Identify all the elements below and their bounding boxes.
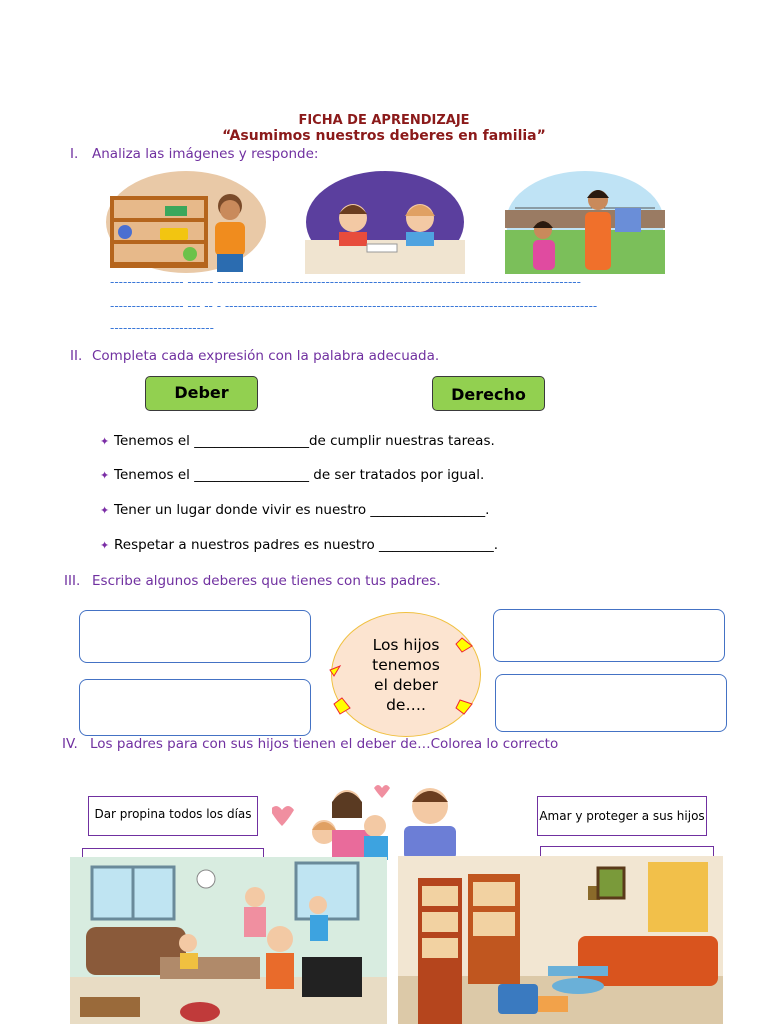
section-4-text: Los padres para con sus hijos tienen el deber de…Colorea lo correcto	[90, 736, 559, 752]
answer-line-3: ------------------------	[110, 321, 214, 335]
children-studying-image	[305, 170, 465, 274]
word-derecho: Derecho	[432, 376, 545, 411]
answer-box-bottom-right[interactable]	[495, 674, 727, 732]
answer-line-1: ----------------- ------ ------------------------------------------------------------------------------------	[110, 275, 581, 289]
answer-box-bottom-left[interactable]	[79, 679, 311, 736]
section-3-number: III.	[64, 573, 81, 589]
exercise-text: Tenemos el _________________ de ser tratados por igual.	[114, 467, 485, 483]
messy-living-room-image	[398, 856, 723, 1024]
section-2-number: II.	[70, 348, 83, 364]
page-title: FICHA DE APRENDIZAJE	[298, 113, 470, 128]
section-3-heading	[64, 573, 441, 589]
section-3-text: Escribe algunos deberes que tienes con tus padres.	[92, 573, 441, 589]
bullet-icon: ✦	[100, 435, 110, 448]
option-right[interactable]: Amar y proteger a sus hijos	[537, 796, 707, 836]
exercise-item	[100, 502, 489, 518]
answer-box-top-right[interactable]	[493, 609, 725, 662]
oval-arrows	[320, 630, 495, 725]
section-2-text: Completa cada expresión con la palabra adecuada.	[92, 348, 440, 364]
oval-line: tenemos	[372, 656, 440, 674]
bullet-icon: ✦	[100, 469, 110, 482]
family-illustration	[272, 770, 490, 860]
bullet-icon: ✦	[100, 539, 110, 552]
section-1-text: Analiza las imágenes y responde:	[92, 146, 319, 162]
exercise-item	[100, 537, 498, 553]
section-4-number: IV.	[62, 736, 78, 752]
answer-box-top-left[interactable]	[79, 610, 311, 663]
section-1-heading	[70, 146, 318, 162]
page-subtitle: “Asumimos nuestros deberes en familia”	[222, 128, 546, 144]
tidy-living-room-image	[70, 857, 387, 1024]
exercise-item	[100, 467, 484, 483]
oval-line: Los hijos	[372, 636, 440, 654]
mother-daughter-laundry-image	[505, 170, 665, 274]
section-1-number: I.	[70, 146, 79, 162]
option-left[interactable]: Dar propina todos los días	[88, 796, 258, 836]
section-2-heading	[70, 348, 439, 364]
bullet-icon: ✦	[100, 504, 110, 517]
section-4-heading	[62, 736, 558, 752]
child-toys-shelf-image	[105, 170, 267, 274]
exercise-text: Tener un lugar donde vivir es nuestro _________________.	[114, 502, 490, 518]
word-deber: Deber	[145, 376, 258, 411]
exercise-text: Respetar a nuestros padres es nuestro _________________.	[114, 537, 499, 553]
answer-line-2: ----------------- --- -- - --------------------------------------------------------------------------------------	[110, 299, 598, 313]
exercise-text: Tenemos el _________________de cumplir nuestras tareas.	[114, 433, 495, 449]
oval-line: de….	[386, 696, 426, 714]
oval-line: el deber	[374, 676, 438, 694]
exercise-item	[100, 433, 495, 449]
